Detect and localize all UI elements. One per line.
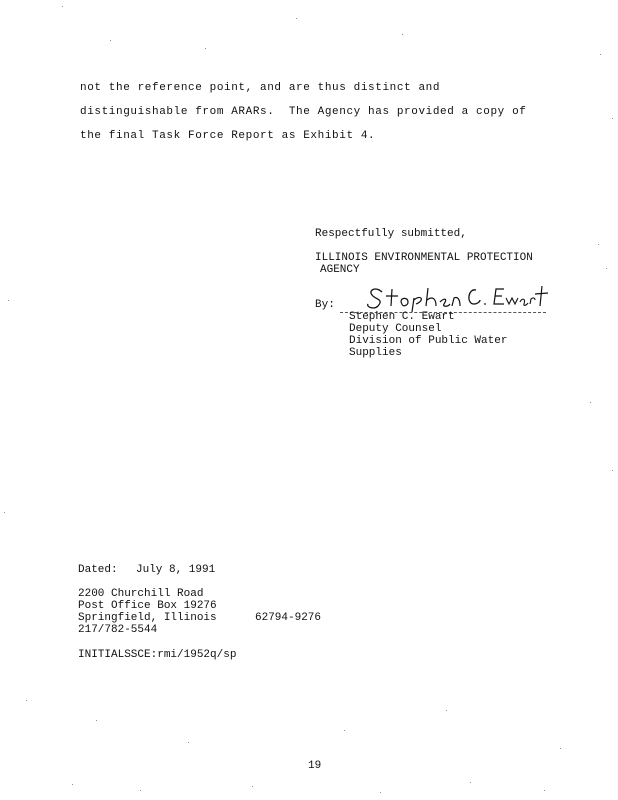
- address-city-state: Springfield, Illinois: [78, 612, 217, 624]
- signature-graphic: [364, 282, 550, 312]
- body-line-3: the final Task Force Report as Exhibit 4.: [80, 130, 376, 142]
- body-line-1: not the reference point, and are thus distinct and: [80, 82, 441, 94]
- address-zip: 62794-9276: [255, 612, 322, 624]
- body-line-2: distinguishable from ARARs. The Agency has provided a copy of: [80, 106, 527, 118]
- address-po-box: Post Office Box 19276: [78, 600, 217, 612]
- signer-division-line-2: Supplies: [349, 347, 402, 359]
- agency-name-line-2: AGENCY: [320, 264, 360, 276]
- by-label: By:: [315, 299, 335, 311]
- dated-value: July 8, 1991: [136, 564, 216, 576]
- page-number: 19: [308, 760, 322, 772]
- closing-text: Respectfully submitted,: [315, 228, 467, 240]
- signer-title: Deputy Counsel: [349, 323, 442, 335]
- signer-name: Stephen C. Ewart: [349, 311, 455, 323]
- agency-name-line-1: ILLINOIS ENVIRONMENTAL PROTECTION: [315, 252, 533, 264]
- signer-division-line-1: Division of Public Water: [349, 335, 508, 347]
- address-street: 2200 Churchill Road: [78, 588, 204, 600]
- address-phone: 217/782-5544: [78, 624, 158, 636]
- dated-label: Dated:: [78, 564, 118, 576]
- reference-initials: INITIALSSCE:rmi/1952q/sp: [78, 649, 237, 661]
